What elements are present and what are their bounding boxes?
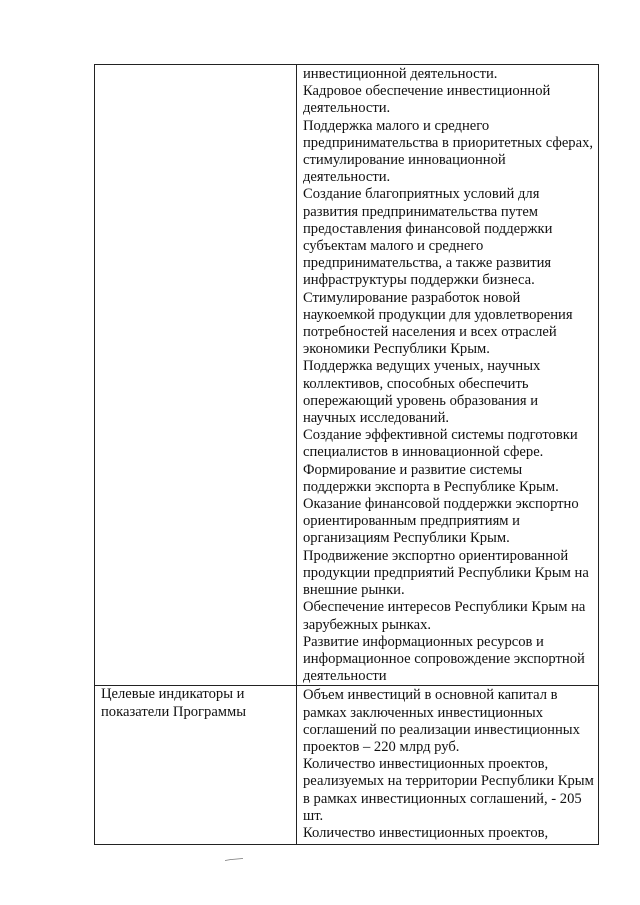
paragraph: Создание благоприятных условий для развития предпринимательства путем предоставления финансовой поддержки субъектам малого и среднего предпринимательства, а также развития инфраструктуры поддержки бизнеса. xyxy=(303,186,553,289)
row-content xyxy=(297,65,598,685)
table-cell-label xyxy=(95,686,297,845)
scan-mark xyxy=(225,858,243,861)
paragraph: Обеспечение интересов Республики Крым на зарубежных рынках. xyxy=(303,599,586,633)
paragraph: Стимулирование разработок новой наукоемкой продукции для удовлетворения потребностей населения и всех отраслей экономики Республики Крым. xyxy=(303,289,573,358)
table-row xyxy=(95,686,599,845)
paragraph: Формирование и развитие системы поддержки экспорта в Республике Крым. xyxy=(303,461,559,495)
paragraph: Кадровое обеспечение инвестиционной деятельности. xyxy=(303,83,551,117)
paragraph: Оказание финансовой поддержки экспортно ориентированным предприятиям и организациям Республики Крым. xyxy=(303,496,579,547)
paragraph: Количество инвестиционных проектов, xyxy=(303,824,549,841)
paragraph: Создание эффективной системы подготовки специалистов в инновационной сфере. xyxy=(303,427,578,461)
table-cell-content xyxy=(297,686,599,845)
paragraph: инвестиционной деятельности. xyxy=(303,66,498,82)
paragraph: Объем инвестиций в основной капитал в рамках заключенных инвестиционных соглашений по реализации инвестиционных проектов – 220 млрд руб. xyxy=(303,687,580,755)
program-passport-table xyxy=(94,64,599,845)
paragraph: Количество инвестиционных проектов, реализуемых на территории Республики Крым в рамках инвестиционных соглашений, - 205 шт. xyxy=(303,756,594,824)
table-cell-label xyxy=(95,65,297,686)
table-row xyxy=(95,65,599,686)
row-label: Целевые индикаторы и показатели Программы xyxy=(101,686,247,720)
row-content xyxy=(297,686,598,842)
table-cell-content xyxy=(297,65,599,686)
paragraph: Развитие информационных ресурсов и информационное сопровождение экспортной деятельности xyxy=(303,633,585,685)
paragraph: Поддержка малого и среднего предпринимательства в приоритетных сферах, стимулирование инновационной деятельности. xyxy=(303,117,594,186)
paragraph: Поддержка ведущих ученых, научных коллективов, способных обеспечить опережающий уровень образования и научных исследований. xyxy=(303,358,541,427)
paragraph: Продвижение экспортно ориентированной продукции предприятий Республики Крым на внешние рынки. xyxy=(303,547,589,599)
